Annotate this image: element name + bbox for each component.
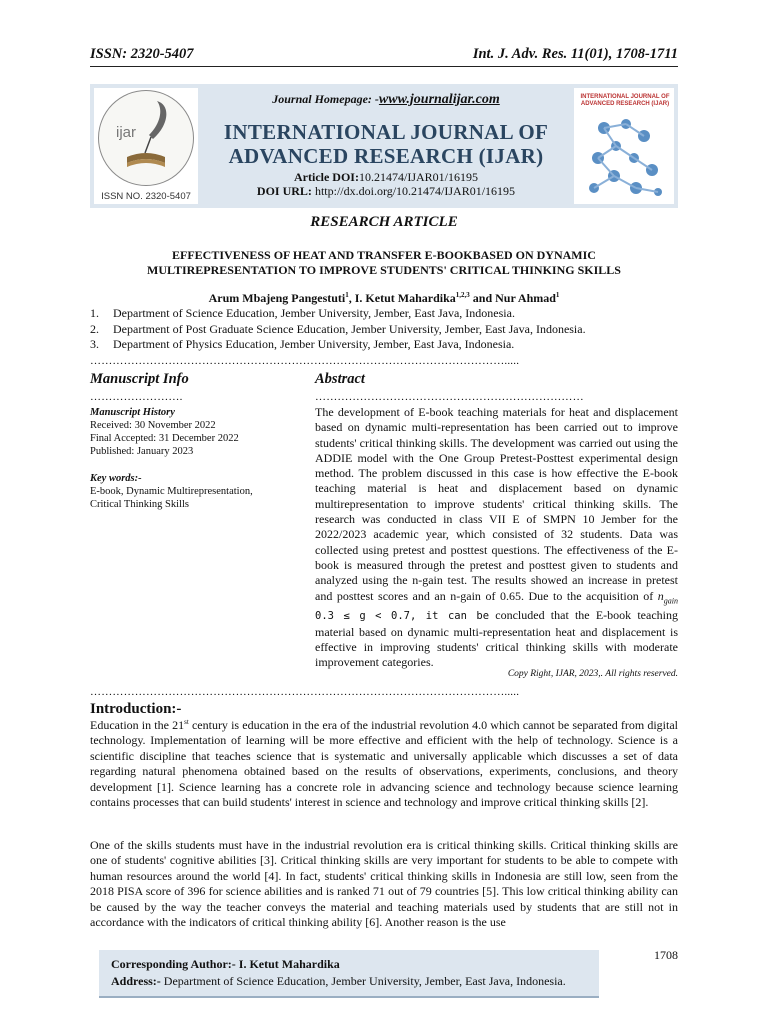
paper-title: EFFECTIVENESS OF HEAT AND TRANSFER E-BOOKBASED ON DYNAMIC MULTIREPRESENTATION TO IMPROVE STUDENTS' CRITICAL THINKING SKILLS (147, 248, 621, 277)
author-name: I. Ketut Mahardika (354, 291, 456, 305)
quill-book-icon (99, 91, 193, 185)
journal-info (200, 84, 572, 208)
accepted-date: Final Accepted: 31 December 2022 (90, 433, 239, 444)
molecule-icon (574, 88, 674, 204)
journal-cover-image (574, 88, 674, 204)
affiliation-item: 3. Department of Physics Education, Jember University, Jember, East Java, Indonesia. (90, 337, 515, 351)
copyright-notice: Copy Right, IJAR, 2023,. All rights reserved. (507, 669, 678, 679)
affiliation-item: 2. Department of Post Graduate Science Education, Jember University, Jember, East Java, Indonesia. (90, 321, 586, 336)
affiliation-item: 1. Department of Science Education, Jember University, Jember, East Java, Indonesia. (90, 306, 515, 320)
cover-title: INTERNATIONAL JOURNAL OF ADVANCED RESEARCH (IJAR) (580, 94, 670, 107)
math-range: 0.3 ≤ g < 0.7, it can be (315, 610, 490, 623)
journal-banner (90, 84, 678, 208)
history-label: Manuscript History (90, 407, 175, 418)
doi-block: Article DOI:10.21474/IJAR01/16195 DOI URL: http://dx.doi.org/10.21474/IJAR01/16195 (256, 170, 516, 198)
abstract-heading: Abstract (315, 371, 365, 387)
math-n: n (657, 588, 664, 603)
keywords: Critical Thinking Skills (90, 499, 189, 510)
journal-logo (94, 88, 198, 204)
author-name: Nur Ahmad (495, 291, 556, 305)
manuscript-info (90, 406, 290, 511)
author-address: Address:- Department of Science Education, Jember University, Jember, East Java, Indonesia. (111, 974, 566, 988)
page-number: 1708 (654, 948, 678, 962)
intro-paragraph: One of the skills students must have in the industrial revolution era is critical thinking skills. Critical thinking skills are one of students' cognitive abilities [3]. Critical thinking skills are very important for students to be able to compete with human resources around the world [4]. In fact, students' critical thinking skills in Indonesia are still low, seen from the 2018 PISA score of 396 for science abilities and is ranked 71 out of 79 countries [5]. This low critical thinking ability can be caused by the way the teacher conveys the material and teaching materials used by students that are still not in accordance with the indicators of critical thinking ability [6]. Another reason is the use (90, 838, 678, 930)
issn-text: ISSN: 2320-5407 (90, 46, 194, 62)
abstract-text: The development of E-book teaching materials for heat and displacement based on dynamic multi-representation has been carried out to improve students' critical thinking skills. The development was carried out using the ADDIE model with the One Group Pretest-Posttest experimental design method. The problem discussed in this case is how effective the E-book teaching material is heat and displacement based on dynamic multirepresentation to improve students' critical thinking skills. The research was conducted in class VII E of SMPN 10 Jember for the 2022/2023 academic year, which consisted of 32 students. Data was collected using pretest and posttest questions. The effectiveness of the E-book is measured through the pretest and posttest given to students and analyzed using the n-gain test. The results showed an increase in pretest and posttest scores and an n-gain of 0.65. Due to the acquisition of $n_{gain}$ 0.3 ≤ g < 0.7, it can be concluded that the E-book teaching material based on dynamic multi-representation heat and displacement is effective in improving students' critical thinking skills with moderate improvement categories. (315, 405, 678, 670)
corresponding-author: Corresponding Author:- I. Ketut Mahardika (111, 957, 340, 971)
dotted-separator: …………………………………………………………………………………………………..... (90, 357, 520, 367)
corresponding-author-box (99, 950, 599, 998)
manuscript-info-heading: Manuscript Info (90, 371, 189, 387)
logo-text: ijar (116, 124, 137, 141)
author-name: Arum Mbajeng Pangestuti (208, 291, 346, 305)
intro-paragraph: Education in the 21st century is education in the era of the industrial revolution 4.0 which cannot be separated from digital technology. Implementation of learning will be more effective and efficient with the help of technology. Science is a scientific discipline that teaches science that is systematic and universally applicable which discusses a set of data regarding natural phenomena obtained based on the results of observations, experiments, conclusions, and theory development [1]. Science learning has a concrete role in advancing science and technology because science learning contains processes that can build students' interest in science and technology and improve critical thinking skills [2]. (90, 718, 678, 810)
introduction-heading: Introduction:- (90, 701, 182, 717)
logo-emblem (98, 90, 194, 186)
author-list: Arum Mbajeng Pangestuti$^1$, I. Ketut Mahardika$^{1,2,3}$ and Nur Ahmad$^1$ (208, 291, 560, 305)
affiliation-list (90, 306, 586, 353)
logo-issn: ISSN NO. 2320-5407 (101, 191, 191, 202)
article-doi: 10.21474/IJAR01/16195 (358, 170, 478, 184)
published-date: Published: January 2023 (90, 446, 194, 457)
manuscript-dots: ……………………. (90, 393, 183, 403)
article-type: RESEARCH ARTICLE (310, 214, 458, 230)
keywords-label: Key words:- (90, 473, 142, 484)
doi-url-link[interactable]: http://dx.doi.org/10.21474/IJAR01/16195 (314, 184, 516, 198)
keywords: E-book, Dynamic Multirepresentation, (90, 486, 253, 497)
running-header (90, 46, 678, 67)
abstract-dots: ……………………………………………………………… (315, 393, 584, 403)
homepage-link[interactable]: www.journalijar.com (378, 92, 500, 107)
dotted-separator: …………………………………………………………………………………………………..... (90, 688, 520, 698)
received-date: Received: 30 November 2022 (90, 420, 216, 431)
journal-title: INTERNATIONAL JOURNAL OF ADVANCED RESEARCH (IJAR) (223, 120, 549, 168)
journal-homepage: Journal Homepage: -www.journalijar.com (272, 92, 500, 107)
citation-text: Int. J. Adv. Res. 11(01), 1708-1711 (472, 46, 678, 62)
